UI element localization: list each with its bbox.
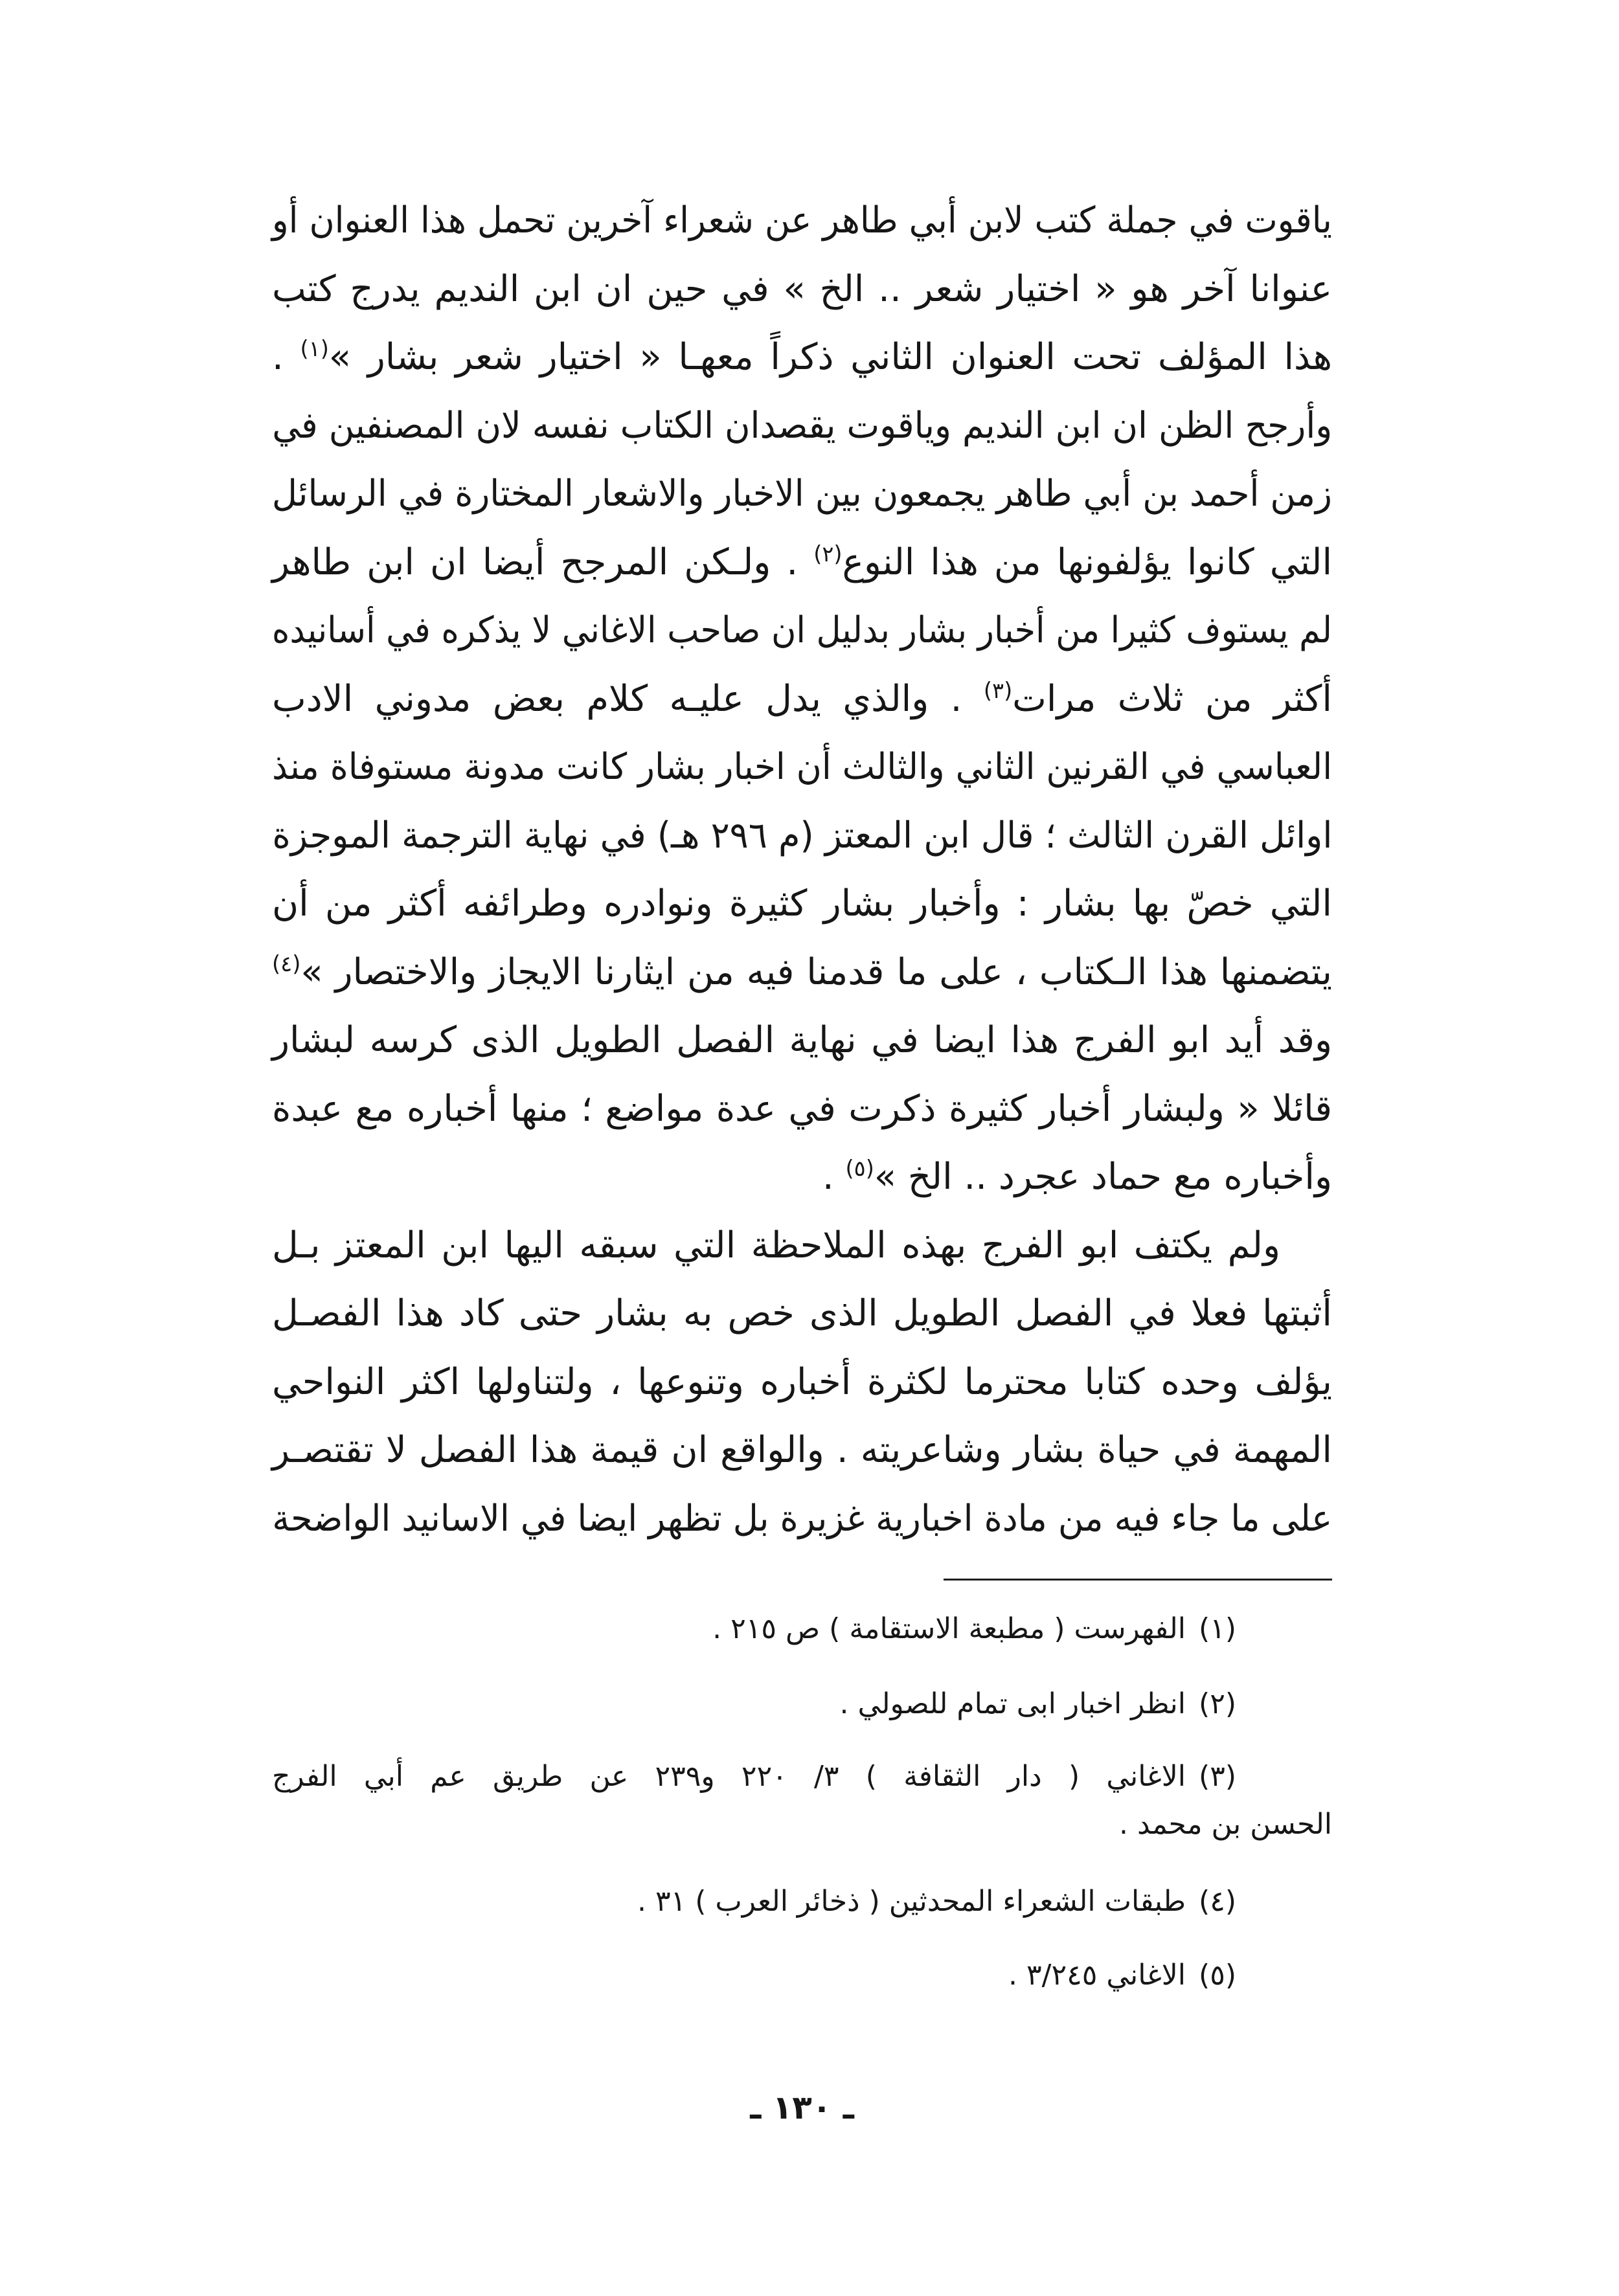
- text-run: على ما جاء فيه من مادة اخبارية غزيرة بل تظهر ايضا في الاسانيد الواضحة: [272, 1497, 1332, 1540]
- footnote-line: [272, 1605, 1332, 1653]
- line-text: [272, 1006, 1332, 1075]
- footnote-number: (١): [1199, 1612, 1236, 1645]
- body-line: [272, 460, 1332, 528]
- text-run: الاغاني ( دار الثقافة ) ٣/ ٢٢٠ و٢٣٩ عن طريق عم أبي الفرج: [272, 1760, 1186, 1793]
- footnote: [272, 1680, 1332, 1728]
- line-text: [272, 392, 1332, 460]
- text-run: ياقوت في جملة كتب لابن أبي طاهر عن شعراء آخرين تحمل هذا العنوان أو: [272, 199, 1332, 242]
- line-text: [272, 186, 1332, 255]
- footnote-line: [272, 1801, 1332, 1849]
- paragraph: [272, 186, 1332, 1211]
- text-run: عنوانا آخر هو « اختيار شعر .. الخ » في حين ان ابن النديم يدرج كتب: [272, 267, 1332, 310]
- line-text: [272, 1075, 1332, 1143]
- footnote-number: (٢): [1199, 1687, 1236, 1720]
- text-run: .: [272, 336, 300, 378]
- line-text: [272, 802, 1332, 870]
- footnote: [272, 1753, 1332, 1849]
- line-text: [272, 1416, 1332, 1485]
- footnote-number: (٥): [1199, 1959, 1236, 1992]
- body-line: [272, 1075, 1332, 1143]
- footnote-line: [272, 1680, 1332, 1728]
- text-run: المهمة في حياة بشار وشاعريته . والواقع ان قيمة هذا الفصل لا تقتصـر: [272, 1429, 1332, 1471]
- text-run: قائلا « ولبشار أخبار كثيرة ذكرت في عدة مواضع ؛ منها أخباره مع عبدة: [271, 1087, 1332, 1130]
- body-line: [272, 1485, 1332, 1553]
- footnote: [272, 1878, 1332, 1926]
- body-text: [272, 186, 1332, 1553]
- line-text: [272, 733, 1332, 802]
- text-run: وأرجح الظن ان ابن النديم وياقوت يقصدان الكتاب نفسه لان المصنفين في: [271, 404, 1332, 447]
- body-line: [272, 938, 1332, 1007]
- body-line: [272, 1416, 1332, 1485]
- text-run: الحسن بن محمد .: [1119, 1808, 1332, 1841]
- footnote: [272, 1605, 1332, 1653]
- body-line: [272, 1006, 1332, 1075]
- line-text: [272, 665, 1332, 734]
- body-line: [272, 733, 1332, 802]
- body-line: [272, 802, 1332, 870]
- text-run: لم يستوف كثيرا من أخبار بشار بدليل ان صاحب الاغاني لا يذكره في أسانيده: [272, 609, 1332, 651]
- footnote-separator: [944, 1579, 1332, 1581]
- footnote-reference: (٣): [983, 677, 1013, 703]
- line-text: [272, 596, 1332, 665]
- text-run: طبقات الشعراء المحدثين ( ذخائر العرب ) ٣١ .: [637, 1885, 1186, 1918]
- body-line: [272, 1348, 1332, 1417]
- paragraph: [272, 1211, 1332, 1553]
- line-text: [822, 1143, 1332, 1211]
- line-text: [272, 870, 1332, 938]
- text-run: وقد أيد ابو الفرج هذا ايضا في نهاية الفصل الطويل الذى كرسه لبشار: [272, 1019, 1332, 1061]
- body-line: [272, 255, 1332, 324]
- footnote-number: (٣): [1199, 1760, 1236, 1793]
- text-run: هذا المؤلف تحت العنوان الثاني ذكراً معهـا « اختيار شعر بشار »: [328, 336, 1332, 378]
- text-run: أكثر من ثلاث مرات: [1012, 677, 1332, 720]
- footnote-text: [839, 1680, 1236, 1728]
- body-line: [272, 870, 1332, 938]
- footnote-reference: (٢): [813, 541, 843, 567]
- line-text: [272, 323, 1332, 392]
- text-run: يؤلف وحده كتابا محترما لكثرة أخباره وتنوعها ، ولتناولها اكثر النواحي: [272, 1360, 1332, 1403]
- footnote-line: [272, 1952, 1332, 1999]
- footnote-text: [712, 1605, 1236, 1653]
- line-text: [272, 1211, 1280, 1280]
- line-text: [272, 938, 1332, 1007]
- footnote-line: [272, 1753, 1332, 1801]
- footnote-text: [272, 1753, 1236, 1801]
- text-run: ولم يكتف ابو الفرج بهذه الملاحظة التي سبقه اليها ابن المعتز بـل: [272, 1224, 1280, 1266]
- text-run: وأخباره مع حماد عجرد .. الخ »: [874, 1156, 1332, 1198]
- text-run: الاغاني ٣/٢٤٥ .: [1008, 1959, 1186, 1992]
- footnote-reference: (١): [300, 335, 329, 361]
- text-run: . ولـكن المرجح أيضا ان ابن طاهر: [272, 541, 814, 583]
- footnote-text: [1119, 1801, 1332, 1849]
- line-text: [272, 1348, 1332, 1417]
- text-run: اوائل القرن الثالث ؛ قال ابن المعتز (م ٢٩٦ هـ) في نهاية الترجمة الموجزة: [272, 814, 1332, 857]
- text-run: العباسي في القرنين الثاني والثالث أن اخبار بشار كانت مدونة مستوفاة منذ: [271, 746, 1332, 788]
- footnote: [272, 1952, 1332, 1999]
- footnote-number: (٤): [1199, 1885, 1236, 1918]
- text-run: زمن أحمد بن أبي طاهر يجمعون بين الاخبار والاشعار المختارة في الرسائل: [271, 473, 1332, 515]
- line-text: [272, 528, 1332, 597]
- footnote-reference: (٥): [845, 1155, 874, 1181]
- footnote-text: [1008, 1952, 1236, 1999]
- body-line: [272, 323, 1332, 392]
- text-run: .: [822, 1156, 846, 1198]
- line-text: [272, 1485, 1332, 1553]
- body-line: [272, 596, 1332, 665]
- text-run: . والذي يدل عليـه كلام بعض مدوني الادب: [272, 677, 984, 720]
- text-run: يتضمنها هذا الـكتاب ، على ما قدمنا فيه من ايثارنا الايجاز والاختصار »: [300, 951, 1332, 993]
- text-run: الفهرست ( مطبعة الاستقامة ) ص ٢١٥ .: [712, 1612, 1186, 1645]
- line-text: [272, 255, 1332, 324]
- line-text: [272, 1279, 1332, 1348]
- text-run: أثبتها فعلا في الفصل الطويل الذى خص به بشار حتى كاد هذا الفصـل: [272, 1292, 1332, 1334]
- body-line: [272, 1279, 1332, 1348]
- body-line: [272, 1211, 1332, 1280]
- body-line: [272, 392, 1332, 460]
- text-run: التي خصّ بها بشار : وأخبار بشار كثيرة ونوادره وطرائفه أكثر من أن: [271, 883, 1332, 925]
- line-text: [272, 460, 1332, 528]
- text-run: التي كانوا يؤلفونها من هذا النوع: [842, 541, 1332, 583]
- footnote-reference: (٤): [272, 951, 301, 976]
- body-line: [272, 528, 1332, 597]
- body-line: [272, 186, 1332, 255]
- page-number: ـ ١٣٠ ـ: [750, 2089, 854, 2126]
- text-run: انظر اخبار ابى تمام للصولي .: [839, 1687, 1186, 1720]
- footnote-line: [272, 1878, 1332, 1926]
- body-line: [272, 665, 1332, 734]
- footnote-text: [637, 1878, 1236, 1926]
- body-line: [272, 1143, 1332, 1211]
